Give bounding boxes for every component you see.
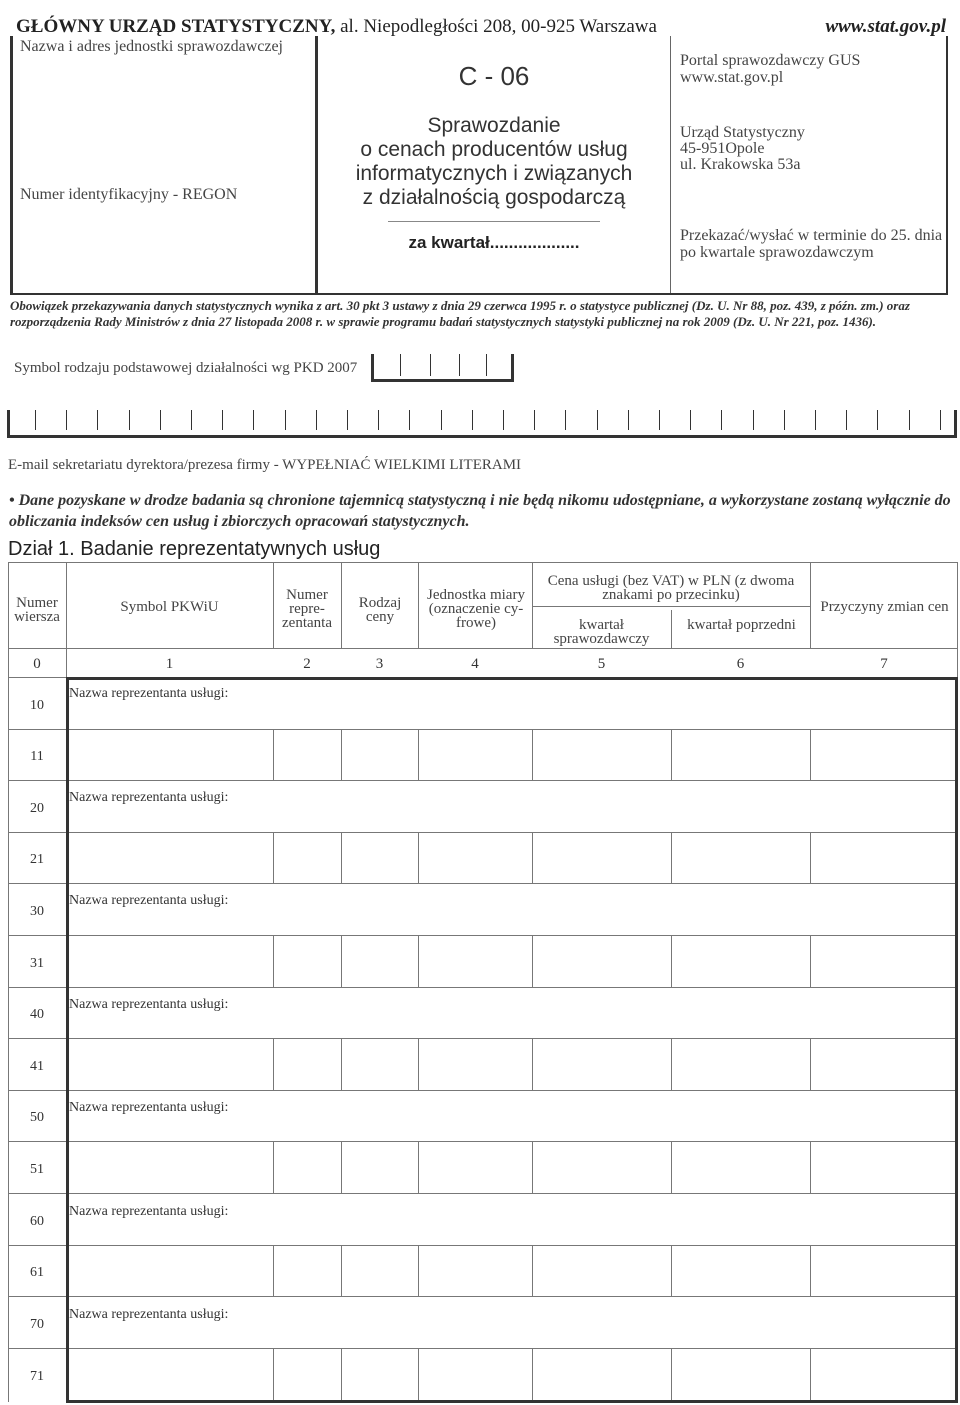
row-number: 40 — [30, 1007, 44, 1022]
form-title-line: Sprawozdanie — [427, 114, 561, 137]
char-separator — [846, 410, 847, 430]
header-rep-no: Numer repre- zentanta — [282, 587, 332, 631]
char-separator — [378, 410, 379, 430]
char-separator — [222, 410, 223, 430]
col-number: 6 — [736, 656, 745, 672]
char-separator — [940, 410, 941, 430]
col-divider — [532, 562, 533, 648]
char-separator — [97, 410, 98, 430]
row-number: 41 — [30, 1059, 44, 1074]
header-line — [10, 14, 948, 38]
char-separator — [597, 410, 598, 430]
col-number: 7 — [880, 656, 888, 672]
char-separator — [316, 410, 317, 430]
row-number: 11 — [30, 749, 44, 764]
row-number: 70 — [30, 1317, 44, 1332]
form-title-line: z działalnością gospodarczą — [362, 186, 626, 209]
row-number: 10 — [30, 698, 44, 713]
char-separator — [160, 410, 161, 430]
char-separator — [815, 410, 816, 430]
char-separator — [753, 410, 754, 430]
rep-name-field[interactable]: Nazwa reprezentanta usługi: — [69, 1307, 229, 1322]
form-title — [318, 114, 670, 210]
section-title: Dział 1. Badanie reprezentatywnych usług — [8, 538, 381, 560]
rep-name-field[interactable]: Nazwa reprezentanta usługi: — [69, 790, 229, 805]
rep-name-field[interactable]: Nazwa reprezentanta usługi: — [69, 893, 229, 908]
col-number: 0 — [33, 656, 41, 672]
portal-line: Portal sprawozdawczy GUS — [680, 52, 861, 69]
char-separator — [409, 410, 410, 430]
header-price-type: Rodzaj ceny — [358, 595, 402, 625]
office-info — [680, 125, 805, 173]
header-unit: Jednostka miary (oznaczenie cy- frowe) — [427, 587, 525, 631]
digit-separator — [430, 354, 431, 376]
col-divider — [671, 610, 672, 648]
deadline-line: po kwartale sprawozdawczym — [680, 244, 874, 261]
header-q-current: kwartał sprawozdawczy — [553, 617, 650, 647]
row-number: 61 — [30, 1265, 44, 1280]
portal-url: www.stat.gov.pl — [680, 69, 784, 86]
quarter-field[interactable]: za kwartał................... — [408, 233, 580, 252]
rep-name-field[interactable]: Nazwa reprezentanta usługi: — [69, 686, 229, 701]
form-code: C - 06 — [458, 61, 530, 91]
col-number: 3 — [375, 656, 384, 672]
char-separator — [721, 410, 722, 430]
char-separator — [659, 410, 660, 430]
pkd-code-field[interactable] — [371, 354, 514, 382]
office-name: GŁÓWNY URZĄD STATYSTYCZNY, — [16, 16, 336, 37]
char-separator — [129, 410, 130, 430]
office-line: 45-951Opole — [680, 140, 765, 157]
row-number: 31 — [30, 956, 44, 971]
char-separator — [441, 410, 442, 430]
office-line: ul. Krakowska 53a — [680, 156, 801, 173]
header-reasons: Przyczyny zmian cen — [820, 599, 949, 615]
header-bottom-line — [8, 648, 958, 649]
price-group-line — [532, 606, 810, 607]
digit-separator — [400, 354, 401, 376]
char-separator — [253, 410, 254, 430]
col-number: 5 — [597, 656, 606, 672]
char-separator — [877, 410, 878, 430]
char-separator — [690, 410, 691, 430]
form-title-panel — [318, 36, 670, 293]
col-number: 1 — [165, 656, 174, 672]
rep-name-field[interactable]: Nazwa reprezentanta usługi: — [69, 1204, 229, 1219]
row-number: 51 — [30, 1162, 44, 1177]
office-address — [16, 16, 657, 38]
char-separator — [66, 410, 67, 430]
char-separator — [565, 410, 566, 430]
row-number: 50 — [30, 1110, 44, 1125]
header-pkwiu: Symbol PKWiU — [120, 599, 219, 615]
char-separator — [909, 410, 910, 430]
table-top-border — [8, 562, 958, 563]
rep-name-field[interactable]: Nazwa reprezentanta usługi: — [69, 1100, 229, 1115]
confidentiality-note: • Dane pozyskane w drodze badania są chronione tajemnicą statystyczną i nie będą nikomu udostępniane, a wykorzystane zostaną wyłącznie do obliczania indeksów cen usług i zbiorczych opracowań statystycznych. — [9, 492, 951, 530]
title-divider — [388, 221, 600, 222]
survey-table — [8, 562, 958, 1402]
form-header-box — [10, 36, 948, 295]
col-number: 2 — [303, 656, 311, 672]
char-separator — [35, 410, 36, 430]
office-street: al. Niepodległości 208, 00-925 Warszawa — [335, 16, 657, 37]
char-separator — [628, 410, 629, 430]
char-separator — [285, 410, 286, 430]
char-separator — [784, 410, 785, 430]
header-q-previous: kwartał poprzedni — [687, 617, 796, 633]
recipient-panel — [670, 36, 948, 293]
digit-separator — [459, 354, 460, 376]
col-number-bottom-line — [8, 677, 66, 678]
col-number: 4 — [471, 656, 479, 672]
row-number: 30 — [30, 904, 44, 919]
row-number: 20 — [30, 801, 44, 816]
char-separator — [472, 410, 473, 430]
email-field[interactable] — [7, 410, 957, 438]
col-divider — [341, 562, 342, 648]
office-url: www.stat.gov.pl — [825, 16, 946, 37]
data-entry-frame — [66, 677, 958, 1403]
char-separator — [191, 410, 192, 430]
row-number: 60 — [30, 1214, 44, 1229]
office-line: Urząd Statystyczny — [680, 124, 805, 141]
deadline-line: Przekazać/wysłać w terminie do 25. dnia — [680, 227, 943, 244]
unit-name-label: Nazwa i adres jednostki sprawozdawczej — [20, 38, 283, 55]
deadline-info — [680, 227, 942, 261]
row-number: 21 — [30, 852, 44, 867]
char-separator — [503, 410, 504, 430]
char-separator — [534, 410, 535, 430]
reporting-unit-panel — [10, 36, 318, 293]
col-divider — [418, 562, 419, 648]
col-divider — [273, 562, 274, 648]
header-row-no: Numer wiersza — [14, 595, 60, 625]
form-title-line: o cenach producentów usług — [360, 138, 628, 161]
email-label: E-mail sekretariatu dyrektora/prezesa firmy - WYPEŁNIAĆ WIELKIMI LITERAMI — [8, 457, 522, 473]
col-divider — [810, 562, 811, 648]
header-price-group: Cena usługi (bez VAT) w PLN (z dwoma znakami po przecinku) — [547, 573, 795, 603]
form-title-line: informatycznych i związanych — [355, 162, 633, 185]
portal-info — [680, 52, 860, 86]
char-separator — [347, 410, 348, 430]
row-number: 71 — [30, 1369, 44, 1384]
digit-separator — [486, 354, 487, 376]
regon-label: Numer identyfikacyjny - REGON — [20, 186, 238, 203]
legal-basis-text: Obowiązek przekazywania danych statystycznych wynika z art. 30 pkt 3 ustawy z dnia 29 czerwca 1995 r. o statystyce publicznej (Dz. U. Nr 88, poz. 439, z późn. zm.) oraz rozporządzenia Rady Ministrów z dnia 27 listopada 2008 r. w sprawie programu badań statystycznych statystyki publicznej na rok 2009 (Dz. U. Nr 221, poz. 1436). — [10, 298, 910, 329]
pkd-label: Symbol rodzaju podstawowej działalności wg PKD 2007 — [14, 360, 358, 376]
rep-name-field[interactable]: Nazwa reprezentanta usługi: — [69, 997, 229, 1012]
